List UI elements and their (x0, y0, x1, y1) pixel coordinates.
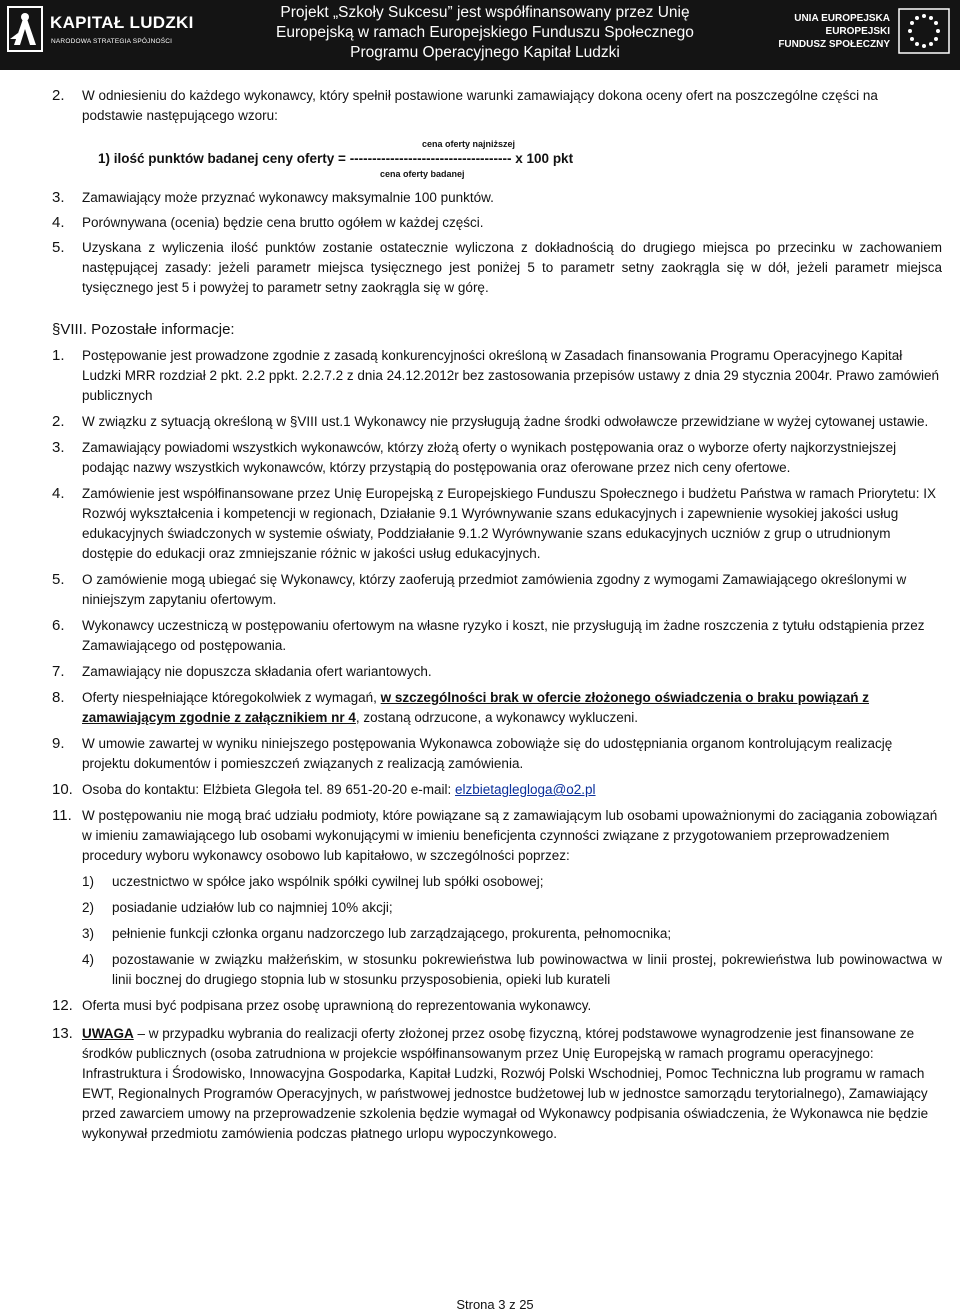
eu-line-2: EUROPEJSKI (825, 26, 890, 37)
project-line-3: Programu Operacyjnego Kapitał Ludzki (350, 44, 620, 61)
section-heading: §VIII. Pozostałe informacje: (52, 321, 235, 338)
item-text: W postępowaniu nie mogą brać udziału podmioty, które powiązane są z zamawiającym lub osobami upoważnionymi do zaciągania zobowiązań w imieniu zamawiającego lub osobami wykonującymi w imieniu beneficjenta czynności związane z przygotowaniem przeprowadzeniem procedury wyboru wykonawcy osobowo lub kapitałowo, w szczególności poprzez: (82, 808, 938, 863)
item-number: 1. (52, 347, 65, 364)
item-text: O zamówienie mogą ubiegać się Wykonawcy, którzy zaoferują przedmiot zamówienia zgodny z wymogami Zamawiającego określonymi w niniejszym zapytaniu ofertowym. (82, 572, 907, 607)
item-text: Porównywana (ocenia) będzie cena brutto ogółem w każdej części. (82, 215, 484, 230)
sub-item-number: 3) (82, 926, 95, 941)
list-item (52, 688, 942, 728)
item-number: 5. (52, 571, 65, 588)
list-item (52, 616, 942, 656)
item-number: 4. (52, 214, 65, 231)
eu-flag-icon (898, 8, 950, 54)
list-item (52, 662, 942, 682)
item-text: W odniesieniu do każdego wykonawcy, który spełnił postawione warunki zamawiający dokona oceny ofert na poszczególne części na podstawie następującego wzoru: (82, 88, 878, 123)
item-number: 4. (52, 485, 65, 502)
score-formula (52, 138, 942, 180)
list-item (52, 570, 942, 610)
page-header (0, 0, 960, 70)
item-text-post: , zostaną odrzucone, a wykonawcy wykluczeni. (355, 710, 638, 725)
sub-item-number: 2) (82, 900, 95, 915)
item-number: 11. (52, 807, 72, 824)
list-item (52, 484, 942, 564)
eu-line-1: UNIA EUROPEJSKA (794, 13, 890, 24)
item-text-pre: Oferty niespełniające któregokolwiek z wymagań, (82, 690, 381, 705)
item-text: Uzyskana z wyliczenia ilość punktów zostanie ostatecznie wyliczona z dokładnością do drugiego miejsca po przecinku w zachowaniem następującej zasady: jeżeli parametr miejsca tysięcznego jest poniżej 5 to parametr setny zaokrągla się w dół, jeżeli parametr miejsca tysięcznego jest 5 i powyżej to parametr setny zaokrągla się w górę. (82, 240, 942, 295)
contact-text: Osoba do kontaktu: Elżbieta Glegoła tel. 89 651-20-20 e-mail: (82, 782, 455, 797)
list-item (52, 1024, 942, 1144)
item-number: 2. (52, 87, 65, 104)
item-text-emphasis: w szczególności brak w ofercie złożonego oświadczenia o braku powiązań z zamawiającym zgodnie z załącznikiem nr 4 (82, 690, 870, 725)
item-text (82, 780, 942, 800)
kapital-ludzki-subtitle: NARODOWA STRATEGIA SPÓJNOŚCI (51, 38, 173, 45)
sub-item-text: pełnienie funkcji członka organu nadzorczego lub zarządzającego, prokurenta, pełnomocnika; (112, 926, 672, 941)
list-item (52, 346, 942, 406)
item-text (82, 1024, 942, 1144)
document-body (52, 86, 942, 1144)
item-text: W związku z sytuacją określoną w §VIII ust.1 Wykonawcy nie przysługują żadne środki odwoławcze przewidziane w wyżej cytowanej ustawie. (82, 414, 929, 429)
list-item (52, 734, 942, 774)
item-text: Zamówienie jest współfinansowane przez Unię Europejską z Europejskiego Funduszu Społecznego i budżetu Państwa w ramach Priorytetu: IX Rozwój wykształcenia i kompetencji w regionach, Działanie 9.1 Wyrównywanie szans edukacyjnych i zapewnienie wysokiej jakości usług edukacyjnych świadczonych w systemie oświaty, Poddziałanie 9.1.2 Wyrównywanie szans edukacyjnych uczniów z grup o utrudnionym dostępie do edukacji oraz zmniejszanie różnic w jakości usług edukacyjnych. (82, 486, 936, 561)
sub-list-item (82, 872, 942, 892)
project-statement (265, 3, 705, 63)
list-item (52, 213, 942, 233)
item-text: W umowie zawartej w wyniku niniejszego postępowania Wykonawca zobowiąże się do udostępniania organom kontrolującym realizację projektu dokumentów i pomieszczeń związanych z realizacją zamówienia. (82, 736, 893, 771)
eu-line-3: FUNDUSZ SPOŁECZNY (778, 39, 890, 50)
sub-item-number: 1) (82, 874, 95, 889)
sub-list-item (82, 950, 942, 990)
item-number: 7. (52, 663, 65, 680)
item-number: 3. (52, 189, 65, 206)
kapital-ludzki-title: KAPITAŁ LUDZKI (50, 13, 194, 32)
item-number: 10. (52, 781, 73, 798)
item-text: Wykonawcy uczestniczą w postępowaniu ofertowym na własne ryzyko i koszt, nie przysługują im żadne roszczenia z tytułu odstąpienia przez Zamawiającego od postępowania. (82, 618, 925, 653)
kapital-ludzki-logo (6, 5, 194, 55)
list-item (52, 438, 942, 478)
list-item (52, 780, 942, 800)
item-number: 8. (52, 689, 65, 706)
list-item (52, 412, 942, 432)
formula-denominator: cena oferty badanej (380, 169, 465, 179)
item-number: 2. (52, 413, 65, 430)
item-number: 9. (52, 735, 65, 752)
list-item (52, 86, 942, 126)
item-text: Postępowanie jest prowadzone zgodnie z zasadą konkurencyjności określoną w Zasadach finansowania Programu Operacyjnego Kapitał Ludzki MRR rozdział 2 pkt. 2.2 ppkt. 2.2.7.2 z dnia 24.12.2012r bez zastosowania przepisów ustawy z dnia 29 stycznia 2004r. Prawo zamówień publicznych (82, 348, 939, 403)
warning-label: UWAGA (82, 1026, 134, 1041)
item-text: Zamawiający powiadomi wszystkich wykonawców, którzy złożą oferty o wynikach postępowania oraz o wyborze oferty najkorzystniejszej podając nazwy wszystkich wykonawców, którzy przystąpią do postępowania oraz oferowane przez nich ceny ofertowe. (82, 440, 897, 475)
item-number: 6. (52, 617, 65, 634)
item-text: Zamawiający nie dopuszcza składania ofert wariantowych. (82, 664, 432, 679)
contact-email-link[interactable]: elzbietaglegloga@o2.pl (454, 782, 596, 797)
item-text: Oferta musi być podpisana przez osobę uprawnioną do reprezentowania wykonawcy. (82, 998, 592, 1013)
item-number: 13. (52, 1025, 73, 1042)
page-number: Strona 3 z 25 (456, 1297, 534, 1312)
eu-logo (770, 6, 955, 62)
sub-item-text: posiadanie udziałów lub co najmniej 10% akcji; (112, 900, 393, 915)
sub-item-text: uczestnictwo w spółce jako wspólnik spółki cywilnej lub spółki osobowej; (112, 874, 544, 889)
sub-item-text: pozostawanie w związku małżeńskim, w stosunku pokrewieństwa lub powinowactwa w linii prostej, pokrewieństwa lub powinowactwa w linii bocznej do drugiego stopnia lub w stosunku przysposobienia, opieki lub kurateli (112, 952, 942, 987)
kapital-ludzki-emblem-icon (6, 5, 46, 53)
list-item (52, 996, 942, 1016)
list-item (52, 188, 942, 208)
item-number: 3. (52, 439, 65, 456)
formula-numerator: cena oferty najniższej (422, 139, 516, 149)
eu-logo-text (770, 12, 890, 51)
sub-item-number: 4) (82, 952, 95, 967)
item-text (82, 688, 942, 728)
list-item (52, 806, 942, 866)
project-line-1: Projekt „Szkoły Sukcesu” jest współfinansowany przez Unię (280, 4, 690, 21)
item-text: Zamawiający może przyznać wykonawcy maksymalnie 100 punktów. (82, 190, 494, 205)
list-item (52, 238, 942, 298)
project-line-2: Europejską w ramach Europejskiego Funduszu Społecznego (276, 24, 694, 41)
formula-main: 1) ilość punktów badanej ceny oferty = ------------------------------------ x 100 pkt (98, 151, 574, 166)
warning-text: – w przypadku wybrania do realizacji oferty złożonej przez osobę fizyczną, której podstawowe wynagrodzenie jest finansowane ze środków publicznych (osoba zatrudniona w projekcie współfinansowanym przez Unię Europejską w ramach programu operacyjnego: Infrastruktura i Środowisko, Innowacyjna Gospodarka, Kapitał Ludzki, Rozwój Polski Wschodniej, Pomoc Techniczna lub programu w ramach EWT, Regionalnych Programów Operacyjnych, w państwowej jednostce budżetowej lub w jednostce samorządu terytorialnego), Zamawiający przed zawarciem umowy na przeprowadzenie szkolenia będzie wymagał od Wykonawcy podpisania oświadczenia, że Wykonawca nie będzie wykonywał przedmiotu zamówienia podczas płatnego urlopu wypoczynkowego. (82, 1026, 929, 1141)
item-number: 12. (52, 997, 73, 1014)
item-number: 5. (52, 239, 65, 256)
sub-list-item (82, 898, 942, 918)
sub-list-item (82, 924, 942, 944)
